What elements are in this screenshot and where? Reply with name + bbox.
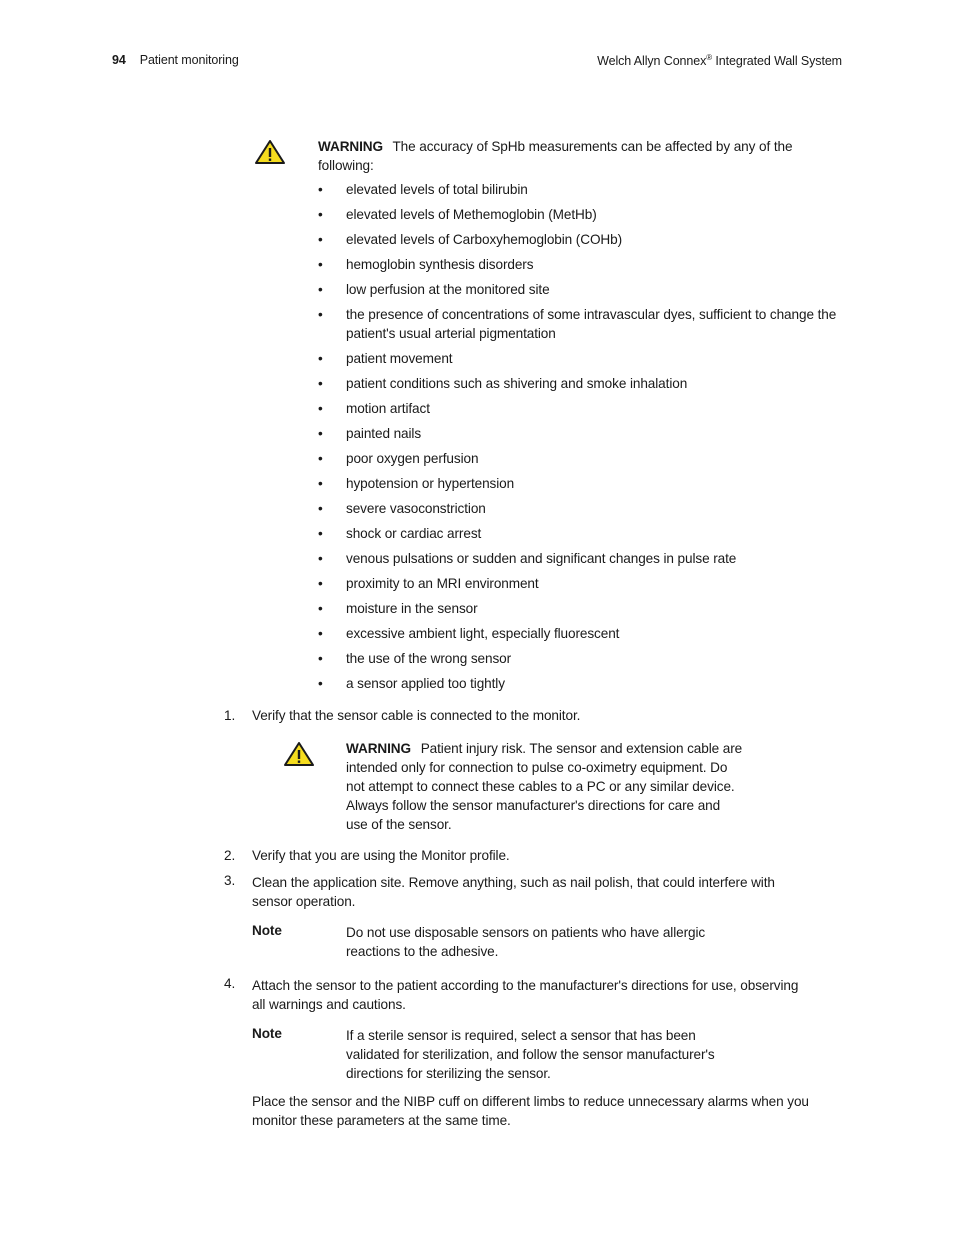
bullet-item <box>318 424 421 443</box>
page-header-left <box>112 53 239 67</box>
bullet-text: • moisture in the sensor <box>346 601 478 616</box>
bullet-item <box>318 374 687 393</box>
step-3-text <box>252 873 775 911</box>
bullet-text: • severe vasoconstriction <box>346 501 486 516</box>
closing-paragraph <box>252 1092 809 1130</box>
bullet-text: • proximity to an MRI environment <box>346 576 539 591</box>
bullet-item <box>318 649 511 668</box>
warning-1-label: WARNING <box>318 139 383 154</box>
bullet-item <box>318 549 736 568</box>
note-1-line: reactions to the adhesive. <box>346 944 499 959</box>
bullet-text: • shock or cardiac arrest <box>346 526 482 541</box>
product-name: Welch Allyn Connex <box>597 54 707 69</box>
warning-triangle-icon <box>283 741 315 767</box>
warning-2-line: Always follow the sensor manufacturer's directions for care and <box>346 798 721 813</box>
bullet-text: • excessive ambient light, especially fluorescent <box>346 626 620 641</box>
page-number: 94 <box>112 53 126 67</box>
bullet-text: • elevated levels of Carboxyhemoglobin (COHb) <box>346 232 623 247</box>
bullet-item <box>318 255 533 274</box>
bullet-text: • low perfusion at the monitored site <box>346 282 550 297</box>
bullet-item <box>318 305 836 343</box>
section-title: Patient monitoring <box>139 53 239 67</box>
bullet-item <box>318 180 528 199</box>
warning-2-line: not attempt to connect these cables to a PC or any similar device. <box>346 779 735 794</box>
bullet-text: • elevated levels of Methemoglobin (MetHb) <box>346 207 597 222</box>
bullet-text: • hemoglobin synthesis disorders <box>346 257 534 272</box>
step-4-line: all warnings and cautions. <box>252 997 406 1012</box>
warning-1-text <box>318 137 792 175</box>
bullet-item <box>318 399 430 418</box>
bullet-text: • motion artifact <box>346 401 430 416</box>
note-2-line: directions for sterilizing the sensor. <box>346 1066 551 1081</box>
bullet-text: • the use of the wrong sensor <box>346 651 512 666</box>
bullet-text: • hypotension or hypertension <box>346 476 515 491</box>
step-3-line: sensor operation. <box>252 894 356 909</box>
note-2-line: validated for sterilization, and follow the sensor manufacturer's <box>346 1047 715 1062</box>
warning-triangle-icon <box>254 139 286 165</box>
step-3-line: Clean the application site. Remove anything, such as nail polish, that could interfere with <box>252 875 775 890</box>
warning-1-line: following: <box>318 158 374 173</box>
bullet-item <box>318 574 539 593</box>
note-2-line: If a sterile sensor is required, select a sensor that has been <box>346 1028 696 1043</box>
bullet-item <box>318 674 505 693</box>
warning-2-line: intended only for connection to pulse co-oximetry equipment. Do <box>346 760 728 775</box>
bullet-item <box>318 474 514 493</box>
bullet-text: • patient conditions such as shivering and smoke inhalation <box>346 376 688 391</box>
bullet-item <box>318 280 550 299</box>
bullet-item <box>318 599 478 618</box>
bullet-item <box>318 524 481 543</box>
note-2-text <box>346 1026 715 1083</box>
bullet-text: • poor oxygen perfusion <box>346 451 479 466</box>
bullet-item <box>318 499 486 518</box>
note-1-text <box>346 923 705 961</box>
bullet-text: • a sensor applied too tightly <box>346 676 505 691</box>
warning-2-label: WARNING <box>346 741 411 756</box>
bullet-item <box>318 230 622 249</box>
warning-2-text <box>346 739 742 834</box>
step-1-text: Verify that the sensor cable is connected to the monitor. <box>252 708 581 723</box>
warning-1-line: The accuracy of SpHb measurements can be affected by any of the <box>392 139 793 154</box>
warning-2-line: use of the sensor. <box>346 817 452 832</box>
bullet-text: • patient movement <box>346 351 453 366</box>
note-1-line: Do not use disposable sensors on patients who have allergic <box>346 925 706 940</box>
bullet-item <box>318 624 619 643</box>
note-2-label: Note <box>252 1026 282 1041</box>
bullet-text: • venous pulsations or sudden and significant changes in pulse rate <box>346 551 737 566</box>
bullet-text: • painted nails <box>346 426 422 441</box>
closing-line: Place the sensor and the NIBP cuff on different limbs to reduce unnecessary alarms when you <box>252 1094 809 1109</box>
step-2-number: 2. <box>224 848 236 863</box>
bullet-item <box>318 349 452 368</box>
registered-mark: ® <box>706 53 713 62</box>
bullet-item <box>318 205 597 224</box>
step-4-line: Attach the sensor to the patient according to the manufacturer's directions for use, observing <box>252 978 799 993</box>
step-2-text: Verify that you are using the Monitor profile. <box>252 848 510 863</box>
bullet-text: • the presence of concentrations of some intravascular dyes, sufficient to change the <box>346 307 837 322</box>
closing-line: monitor these parameters at the same time. <box>252 1113 511 1128</box>
step-4-number: 4. <box>224 976 236 991</box>
page-header-right <box>597 53 842 68</box>
bullet-text: • elevated levels of total bilirubin <box>346 182 528 197</box>
bullet-item <box>318 449 478 468</box>
step-4-text <box>252 976 798 1014</box>
step-1-number: 1. <box>224 708 236 723</box>
bullet-text: patient's usual arterial pigmentation <box>346 326 556 341</box>
warning-2-line: Patient injury risk. The sensor and extension cable are <box>420 741 743 756</box>
note-1-label: Note <box>252 923 282 938</box>
product-suffix: Integrated Wall System <box>712 54 842 69</box>
step-3-number: 3. <box>224 873 236 888</box>
